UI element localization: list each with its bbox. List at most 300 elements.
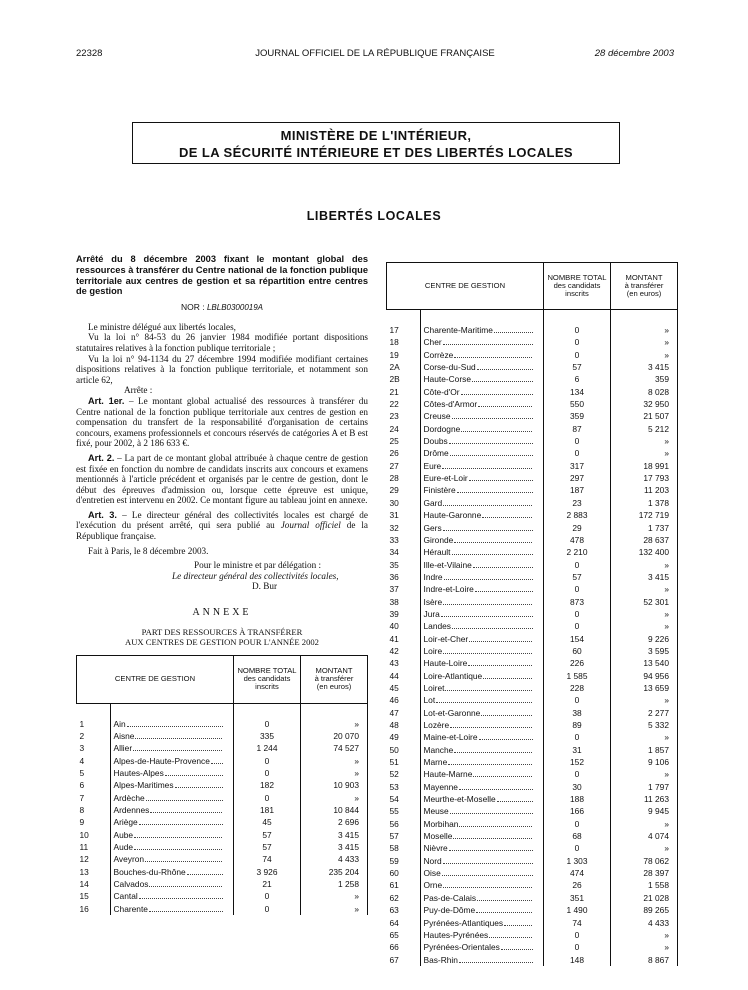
table-row bbox=[77, 718, 368, 730]
table-row bbox=[77, 878, 368, 890]
amount: 2 696 bbox=[301, 816, 368, 828]
centre-name: Bouches-du-Rhône bbox=[110, 866, 234, 878]
row-number: 48 bbox=[389, 720, 399, 730]
leader-dots bbox=[453, 830, 532, 839]
centre-name: Haute-Marne bbox=[420, 768, 544, 780]
row-number: 27 bbox=[389, 460, 399, 471]
centre-name: Indre-et-Loire bbox=[420, 583, 544, 595]
amount: 132 400 bbox=[611, 546, 678, 558]
centre-name: Loire bbox=[420, 645, 544, 657]
centre-name: Charente bbox=[110, 903, 234, 915]
row-number: 24 bbox=[389, 423, 399, 434]
candidates-count: 30 bbox=[544, 781, 611, 793]
table-row bbox=[77, 792, 368, 804]
amount: 1 378 bbox=[611, 497, 678, 509]
row-number: 36 bbox=[389, 571, 399, 582]
candidates-count: 0 bbox=[544, 941, 611, 953]
leader-dots bbox=[477, 361, 533, 370]
table-row bbox=[77, 853, 368, 865]
row-number: 2 bbox=[79, 730, 85, 741]
table-row bbox=[387, 608, 678, 620]
amount: 9 106 bbox=[611, 756, 678, 768]
centre-name: Puy-de-Dôme bbox=[420, 904, 544, 916]
centre-name: Manche bbox=[420, 744, 544, 756]
candidates-count: 0 bbox=[544, 583, 611, 595]
centre-name: Hautes-Pyrénées bbox=[420, 929, 544, 941]
candidates-count: 0 bbox=[544, 447, 611, 459]
row-number: 12 bbox=[79, 854, 89, 865]
table-row bbox=[387, 842, 678, 854]
row-number: 1 bbox=[79, 718, 85, 729]
row-number: 61 bbox=[389, 880, 399, 891]
table-row bbox=[387, 867, 678, 879]
row-number: 28 bbox=[389, 473, 399, 484]
centre-name: Côtes-d'Armor bbox=[420, 398, 544, 410]
ministry-box bbox=[132, 122, 620, 164]
amount: 5 212 bbox=[611, 423, 678, 435]
centre-name: Eure-et-Loir bbox=[420, 472, 544, 484]
row-number: 45 bbox=[389, 682, 399, 693]
candidates-count: 0 bbox=[234, 767, 301, 779]
row-number: 34 bbox=[389, 547, 399, 558]
ministry-line-1: MINISTÈRE DE L'INTÉRIEUR, bbox=[280, 128, 472, 143]
leader-dots bbox=[450, 447, 533, 456]
centre-name: Alpes-de-Haute-Provence bbox=[110, 755, 234, 767]
table-row bbox=[387, 818, 678, 830]
leader-dots bbox=[452, 620, 533, 629]
leader-dots bbox=[134, 841, 222, 850]
centre-name: Cher bbox=[420, 336, 544, 348]
leader-dots bbox=[443, 645, 532, 654]
row-number: 29 bbox=[389, 485, 399, 496]
vu-paragraph-2: Vu la loi n° 94-1134 du 27 décembre 1994 modifiée modifiant certaines dispositions relatives à la fonction publique territoriale, et notamment son article 62, bbox=[76, 353, 368, 385]
row-number: 23 bbox=[389, 411, 399, 422]
candidates-count: 0 bbox=[544, 608, 611, 620]
candidates-count: 1 244 bbox=[234, 742, 301, 754]
centre-name: Maine-et-Loire bbox=[420, 731, 544, 743]
article-2 bbox=[76, 453, 368, 506]
row-number: 60 bbox=[389, 868, 399, 879]
table-row bbox=[77, 829, 368, 841]
amount: 3 415 bbox=[611, 361, 678, 373]
table-row bbox=[387, 361, 678, 373]
centre-name: Hautes-Alpes bbox=[110, 767, 234, 779]
row-number: 47 bbox=[389, 707, 399, 718]
leader-dots bbox=[211, 755, 223, 764]
candidates-count: 2 883 bbox=[544, 509, 611, 521]
table-row bbox=[77, 730, 368, 742]
table-row bbox=[387, 917, 678, 929]
table-row bbox=[387, 336, 678, 348]
table-row bbox=[77, 767, 368, 779]
table-row bbox=[387, 756, 678, 768]
table-row bbox=[77, 816, 368, 828]
row-number: 5 bbox=[79, 768, 85, 778]
vu-paragraph-1: Vu la loi n° 84-53 du 26 janvier 1984 modifiée portant dispositions statutaires relatives à la fonction publique territoriale ; bbox=[76, 332, 368, 353]
centre-name: Lot-et-Garonne bbox=[420, 707, 544, 719]
row-number: 4 bbox=[79, 755, 85, 766]
table-row bbox=[387, 583, 678, 595]
centre-name: Cantal bbox=[110, 890, 234, 902]
row-number: 3 bbox=[79, 743, 85, 754]
centre-name: Doubs bbox=[420, 435, 544, 447]
amount: 89 265 bbox=[611, 904, 678, 916]
centre-name: Ariège bbox=[110, 816, 234, 828]
leader-dots bbox=[461, 386, 533, 395]
leader-dots bbox=[476, 904, 532, 913]
table-row bbox=[387, 447, 678, 459]
leader-dots bbox=[504, 917, 532, 926]
centre-name: Meurthe-et-Moselle bbox=[420, 793, 544, 805]
table-row bbox=[387, 484, 678, 496]
centre-name: Haute-Loire bbox=[420, 657, 544, 669]
amount: 3 595 bbox=[611, 645, 678, 657]
centre-name: Loire-Atlantique bbox=[420, 670, 544, 682]
candidates-count: 0 bbox=[544, 731, 611, 743]
table-row bbox=[387, 781, 678, 793]
amount: 20 070 bbox=[301, 730, 368, 742]
candidates-count: 0 bbox=[544, 620, 611, 632]
leader-dots bbox=[442, 460, 532, 469]
amount: 1 797 bbox=[611, 781, 678, 793]
candidates-count: 57 bbox=[544, 361, 611, 373]
amount: » bbox=[611, 694, 678, 706]
candidates-count: 1 303 bbox=[544, 855, 611, 867]
amount: 5 332 bbox=[611, 719, 678, 731]
amount: 8 867 bbox=[611, 954, 678, 966]
candidates-count: 474 bbox=[544, 867, 611, 879]
centre-name: Finistère bbox=[420, 484, 544, 496]
leader-dots bbox=[482, 509, 532, 518]
amount: 9 226 bbox=[611, 633, 678, 645]
row-number: 44 bbox=[389, 670, 399, 681]
row-number: 58 bbox=[389, 843, 399, 854]
table-row bbox=[387, 571, 678, 583]
table-row bbox=[387, 472, 678, 484]
centre-name: Gers bbox=[420, 522, 544, 534]
leader-dots bbox=[459, 781, 533, 790]
row-number: 31 bbox=[389, 510, 399, 521]
amount: 3 415 bbox=[611, 571, 678, 583]
journal-title: JOURNAL OFFICIEL DE LA RÉPUBLIQUE FRANÇAISE bbox=[255, 48, 495, 59]
centre-name: Drôme bbox=[420, 447, 544, 459]
amount: » bbox=[611, 929, 678, 941]
leader-dots bbox=[443, 596, 532, 605]
centre-name: Côte-d'Or bbox=[420, 386, 544, 398]
table-row bbox=[77, 742, 368, 754]
candidates-count: 0 bbox=[234, 792, 301, 804]
row-number: 43 bbox=[389, 658, 399, 669]
header-nombre: NOMBRE TOTAL des candidats inscrits bbox=[234, 655, 301, 703]
candidates-count: 74 bbox=[544, 917, 611, 929]
candidates-count: 0 bbox=[544, 929, 611, 941]
centre-name: Pyrénées-Orientales bbox=[420, 941, 544, 953]
candidates-count: 226 bbox=[544, 657, 611, 669]
centre-name: Lozère bbox=[420, 719, 544, 731]
leader-dots bbox=[452, 546, 533, 555]
table-row bbox=[387, 596, 678, 608]
table-row bbox=[387, 670, 678, 682]
row-number: 26 bbox=[389, 448, 399, 459]
leader-dots bbox=[139, 816, 223, 825]
amount: 28 397 bbox=[611, 867, 678, 879]
candidates-count: 1 585 bbox=[544, 670, 611, 682]
candidates-count: 38 bbox=[544, 707, 611, 719]
signature-name: D. Bur bbox=[252, 581, 278, 592]
centre-name: Oise bbox=[420, 867, 544, 879]
table-row bbox=[387, 460, 678, 472]
row-number: 25 bbox=[389, 436, 399, 447]
amount: » bbox=[611, 768, 678, 780]
leader-dots bbox=[444, 571, 533, 580]
candidates-count: 0 bbox=[544, 435, 611, 447]
row-number: 35 bbox=[389, 559, 399, 570]
leader-dots bbox=[473, 768, 532, 777]
amount: 1 737 bbox=[611, 522, 678, 534]
table-row bbox=[387, 534, 678, 546]
table-row bbox=[387, 657, 678, 669]
amount: 172 719 bbox=[611, 509, 678, 521]
leader-dots bbox=[145, 853, 222, 862]
amount: 28 637 bbox=[611, 534, 678, 546]
candidates-count: 873 bbox=[544, 596, 611, 608]
leader-dots bbox=[442, 867, 533, 876]
candidates-count: 3 926 bbox=[234, 866, 301, 878]
candidates-count: 166 bbox=[544, 805, 611, 817]
candidates-count: 23 bbox=[544, 497, 611, 509]
amount: » bbox=[611, 731, 678, 743]
row-number: 64 bbox=[389, 917, 399, 928]
article-3-text-b: de la République française. bbox=[76, 520, 368, 542]
candidates-count: 182 bbox=[234, 779, 301, 791]
candidates-count: 0 bbox=[544, 768, 611, 780]
amount: » bbox=[611, 447, 678, 459]
table-row bbox=[387, 373, 678, 385]
row-number: 67 bbox=[389, 954, 399, 965]
centre-name: Marne bbox=[420, 756, 544, 768]
nor-code: LBLB0300019A bbox=[206, 303, 264, 313]
leader-dots bbox=[146, 792, 223, 801]
amount: 10 903 bbox=[301, 779, 368, 791]
table-row bbox=[387, 855, 678, 867]
amount: » bbox=[611, 941, 678, 953]
centre-name: Loir-et-Cher bbox=[420, 633, 544, 645]
amount: 11 203 bbox=[611, 484, 678, 496]
row-number: 50 bbox=[389, 744, 399, 755]
candidates-count: 87 bbox=[544, 423, 611, 435]
article-1 bbox=[76, 396, 368, 449]
table-row bbox=[387, 793, 678, 805]
leader-dots bbox=[459, 954, 533, 963]
centre-name: Moselle bbox=[420, 830, 544, 842]
candidates-count: 2 210 bbox=[544, 546, 611, 558]
candidates-count: 297 bbox=[544, 472, 611, 484]
candidates-count: 6 bbox=[544, 373, 611, 385]
leader-dots bbox=[445, 682, 532, 691]
article-3 bbox=[76, 510, 368, 542]
centre-name: Indre bbox=[420, 571, 544, 583]
candidates-count: 89 bbox=[544, 719, 611, 731]
leader-dots bbox=[127, 718, 223, 727]
leader-dots bbox=[135, 730, 222, 739]
leader-dots bbox=[449, 435, 533, 444]
candidates-count: 0 bbox=[544, 818, 611, 830]
candidates-count: 68 bbox=[544, 830, 611, 842]
candidates-count: 0 bbox=[544, 349, 611, 361]
row-number: 17 bbox=[389, 325, 399, 335]
page-header bbox=[76, 48, 674, 62]
amount: » bbox=[301, 792, 368, 804]
table-spacer-row bbox=[387, 310, 678, 325]
centre-name: Calvados bbox=[110, 878, 234, 890]
amount: 94 956 bbox=[611, 670, 678, 682]
leader-dots bbox=[443, 879, 532, 888]
intro-paragraph: Le ministre délégué aux libertés locales, bbox=[88, 321, 236, 332]
centre-name: Hérault bbox=[420, 546, 544, 558]
header-montant: MONTANT à transférer (en euros) bbox=[301, 655, 368, 703]
candidates-count: 26 bbox=[544, 879, 611, 891]
candidates-count: 57 bbox=[234, 829, 301, 841]
amount: 10 844 bbox=[301, 804, 368, 816]
candidates-count: 351 bbox=[544, 892, 611, 904]
amount: 3 415 bbox=[301, 829, 368, 841]
table-row bbox=[387, 522, 678, 534]
table-row bbox=[387, 941, 678, 953]
row-number: 10 bbox=[79, 829, 89, 840]
amount: 11 263 bbox=[611, 793, 678, 805]
row-number: 16 bbox=[79, 903, 89, 914]
row-number: 39 bbox=[389, 608, 399, 619]
table-row bbox=[77, 755, 368, 767]
table-row bbox=[387, 633, 678, 645]
candidates-count: 550 bbox=[544, 398, 611, 410]
row-number: 42 bbox=[389, 645, 399, 656]
row-number: 51 bbox=[389, 757, 399, 768]
amount: » bbox=[611, 324, 678, 336]
amount: 78 062 bbox=[611, 855, 678, 867]
row-number: 53 bbox=[389, 781, 399, 792]
centre-name: Haute-Garonne bbox=[420, 509, 544, 521]
candidates-count: 1 490 bbox=[544, 904, 611, 916]
centre-name: Allier bbox=[110, 742, 234, 754]
leader-dots bbox=[450, 805, 533, 814]
centre-name: Aveyron bbox=[110, 853, 234, 865]
centre-name: Creuse bbox=[420, 410, 544, 422]
centre-name: Ille-et-Vilaine bbox=[420, 559, 544, 571]
centre-name: Ardèche bbox=[110, 792, 234, 804]
centre-name: Haute-Corse bbox=[420, 373, 544, 385]
annexe-heading: ANNEXE bbox=[192, 607, 252, 619]
annexe-subtitle bbox=[76, 627, 368, 647]
centre-name: Alpes-Maritimes bbox=[110, 779, 234, 791]
table-row bbox=[387, 731, 678, 743]
candidates-count: 0 bbox=[544, 559, 611, 571]
centre-name: Nord bbox=[420, 855, 544, 867]
row-number: 63 bbox=[389, 905, 399, 916]
leader-dots bbox=[478, 398, 532, 407]
amount: » bbox=[611, 818, 678, 830]
page-number: 22328 bbox=[76, 48, 103, 59]
row-number: 52 bbox=[389, 769, 399, 780]
centre-name: Lot bbox=[420, 694, 544, 706]
amount: » bbox=[611, 559, 678, 571]
row-number: 18 bbox=[389, 337, 399, 348]
amount: 1 857 bbox=[611, 744, 678, 756]
row-number: 21 bbox=[389, 386, 399, 397]
header-nombre: NOMBRE TOTAL des candidats inscrits bbox=[544, 263, 611, 310]
table-right-header bbox=[387, 263, 678, 310]
leader-dots bbox=[450, 719, 532, 728]
leader-dots bbox=[175, 779, 223, 788]
leader-dots bbox=[472, 373, 533, 382]
leader-dots bbox=[461, 423, 532, 432]
centre-name: Nièvre bbox=[420, 842, 544, 854]
centre-name: Pyrénées-Atlantiques bbox=[420, 917, 544, 929]
amount: » bbox=[611, 336, 678, 348]
table-left-header bbox=[77, 655, 368, 703]
row-number: 46 bbox=[389, 695, 399, 706]
amount: » bbox=[301, 890, 368, 902]
amount: 8 028 bbox=[611, 386, 678, 398]
centre-name: Meuse bbox=[420, 805, 544, 817]
leader-dots bbox=[454, 744, 532, 753]
leader-dots bbox=[459, 818, 532, 827]
table-row bbox=[387, 805, 678, 817]
header-centre: CENTRE DE GESTION bbox=[387, 263, 544, 310]
arrete-title: Arrêté du 8 décembre 2003 fixant le montant global des ressources à transférer du Centre national de la fonction publique territoriale aux centres de gestion et sa répartition entre centres de gestion bbox=[76, 254, 368, 297]
article-3-journal: Journal officiel bbox=[280, 520, 341, 531]
table-row bbox=[387, 398, 678, 410]
centre-name: Charente-Maritime bbox=[420, 324, 544, 336]
table-row bbox=[387, 349, 678, 361]
amount: » bbox=[301, 767, 368, 779]
candidates-count: 0 bbox=[544, 336, 611, 348]
signature-line-1: Pour le ministre et par délégation : bbox=[194, 560, 322, 571]
centre-name: Loiret bbox=[420, 682, 544, 694]
amount: 13 540 bbox=[611, 657, 678, 669]
amount: 4 433 bbox=[611, 917, 678, 929]
article-3-label: Art. 3. bbox=[88, 509, 117, 520]
table-row bbox=[387, 694, 678, 706]
row-number: 19 bbox=[389, 349, 399, 360]
candidates-count: 188 bbox=[544, 793, 611, 805]
leader-dots bbox=[479, 731, 533, 740]
amount: 18 991 bbox=[611, 460, 678, 472]
table-row bbox=[77, 841, 368, 853]
table-row bbox=[387, 682, 678, 694]
annexe-subtitle-line-2: AUX CENTRES DE GESTION POUR L'ANNÉE 2002 bbox=[125, 636, 319, 647]
amount: 235 204 bbox=[301, 866, 368, 878]
row-number: 14 bbox=[79, 879, 89, 890]
row-number: 13 bbox=[79, 866, 89, 877]
amount: 13 659 bbox=[611, 682, 678, 694]
row-number: 38 bbox=[389, 596, 399, 607]
section-title: LIBERTÉS LOCALES bbox=[306, 209, 442, 223]
amount: » bbox=[611, 435, 678, 447]
article-2-text: – La part de ce montant global attribuée à chaque centre de gestion est fixée en fonction du nombre de candidats inscrits aux concours et examens mentionnés à l'article précédent et organisés par le centre de gestion, dont le début des épreuves d'admission ou, lorsque cette épreuve est unique, d'entretien est intervenu en 2002. Ce montant figure au tableau joint en annexe. bbox=[76, 452, 368, 506]
annexe-subtitle-line-1: PART DES RESSOURCES À TRANSFÉRER bbox=[141, 626, 303, 637]
candidates-count: 317 bbox=[544, 460, 611, 472]
amount: » bbox=[301, 718, 368, 730]
row-number: 56 bbox=[389, 818, 399, 829]
centre-name: Ain bbox=[110, 718, 234, 730]
candidates-count: 154 bbox=[544, 633, 611, 645]
row-number: 65 bbox=[389, 929, 399, 940]
candidates-count: 0 bbox=[234, 890, 301, 902]
amount: 1 258 bbox=[301, 878, 368, 890]
table-row bbox=[387, 435, 678, 447]
candidates-count: 0 bbox=[544, 842, 611, 854]
